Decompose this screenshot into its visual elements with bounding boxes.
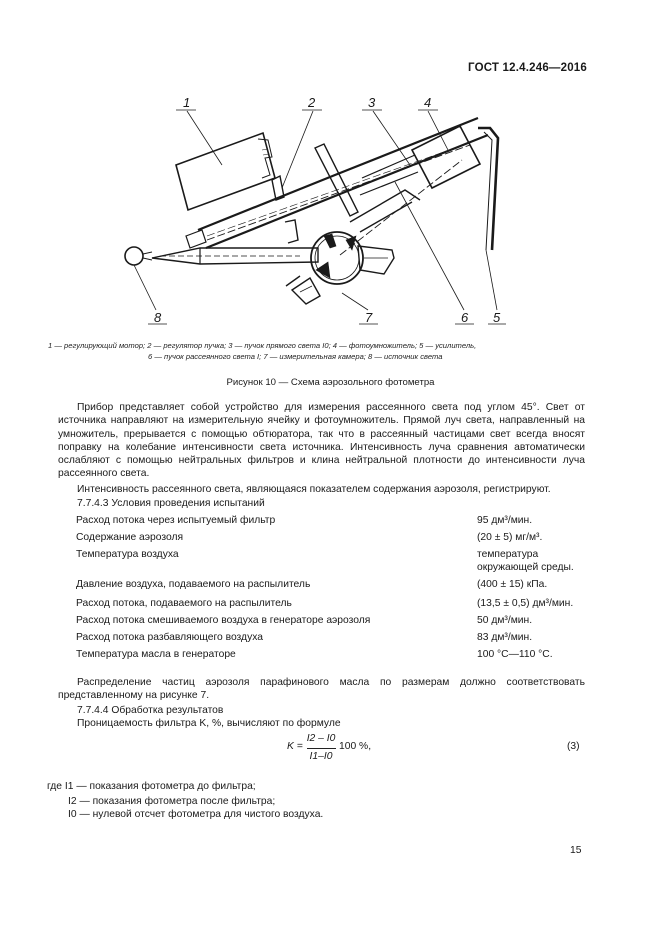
formula-lhs: K = — [287, 741, 303, 752]
formula-tail: 100 %, — [339, 741, 372, 752]
callout-3: 3 — [368, 95, 376, 110]
callout-4: 4 — [424, 95, 432, 110]
where-line-2: I2 — показания фотометра после фильтра; — [68, 796, 276, 807]
callout-7: 7 — [365, 310, 373, 325]
aerosol-photometer-diagram — [0, 0, 661, 335]
section-7-7-4-3: 7.7.4.3 Условия проведения испытаний — [77, 498, 265, 509]
paragraph-2: Интенсивность рассеянного света, являющаяся показателем содержания аэрозоля, регистрируют. — [77, 484, 551, 495]
figure-caption: Рисунок 10 — Схема аэрозольного фотометра — [226, 377, 435, 388]
formula-number: (3) — [567, 741, 580, 752]
legend-line-2: 6 — пучок рассеянного света I; 7 — измерительная камера; 8 — источник света — [148, 352, 443, 361]
paragraph-4: Проницаемость фильтра K, %, вычисляют по формуле — [77, 718, 341, 729]
paragraph-3: Распределение частиц аэрозоля парафинового масла по размерам должно соответствовать представленному на рисунке 7. — [58, 677, 585, 702]
formula-denominator: I1–I0 — [309, 751, 333, 762]
where-line-1: где I1 — показания фотометра до фильтра; — [47, 781, 256, 792]
paragraph-1: Прибор представляет собой устройство для измерения рассеянного света под углом 45°. Свет от источника направляют на измерительную ячейку и фотоумножитель. Прямой луч света, направленный на умножитель, прерывается с помощью обтюратора, так что в рассеянный частицами свет всегда вносят поправку на колебание интенсивности света источника. Интенсивность луча сравнения автоматически ослабляют с помощью нейтральных фильтров и клина нейтральной плотности до интенсивности луча рассеянного света. — [58, 402, 585, 480]
legend-line-1: 1 — регулирующий мотор; 2 — регулятор пучка; 3 — пучок прямого света I0; 4 — фотоумножитель; 5 — усилитель, — [48, 341, 477, 350]
section-7-7-4-4: 7.7.4.4 Обработка результатов — [77, 705, 224, 716]
callout-8: 8 — [154, 310, 162, 325]
callout-6: 6 — [461, 310, 469, 325]
where-line-3: I0 — нулевой отсчет фотометра для чистого воздуха. — [68, 809, 324, 820]
formula-numerator: I2 – I0 — [306, 733, 336, 744]
callout-5: 5 — [493, 310, 501, 325]
figure-legend — [48, 340, 588, 362]
callout-2: 2 — [308, 95, 316, 110]
callout-1: 1 — [183, 95, 191, 110]
page-number: 15 — [570, 845, 582, 856]
standard-header: ГОСТ 12.4.246—2016 — [468, 62, 587, 74]
